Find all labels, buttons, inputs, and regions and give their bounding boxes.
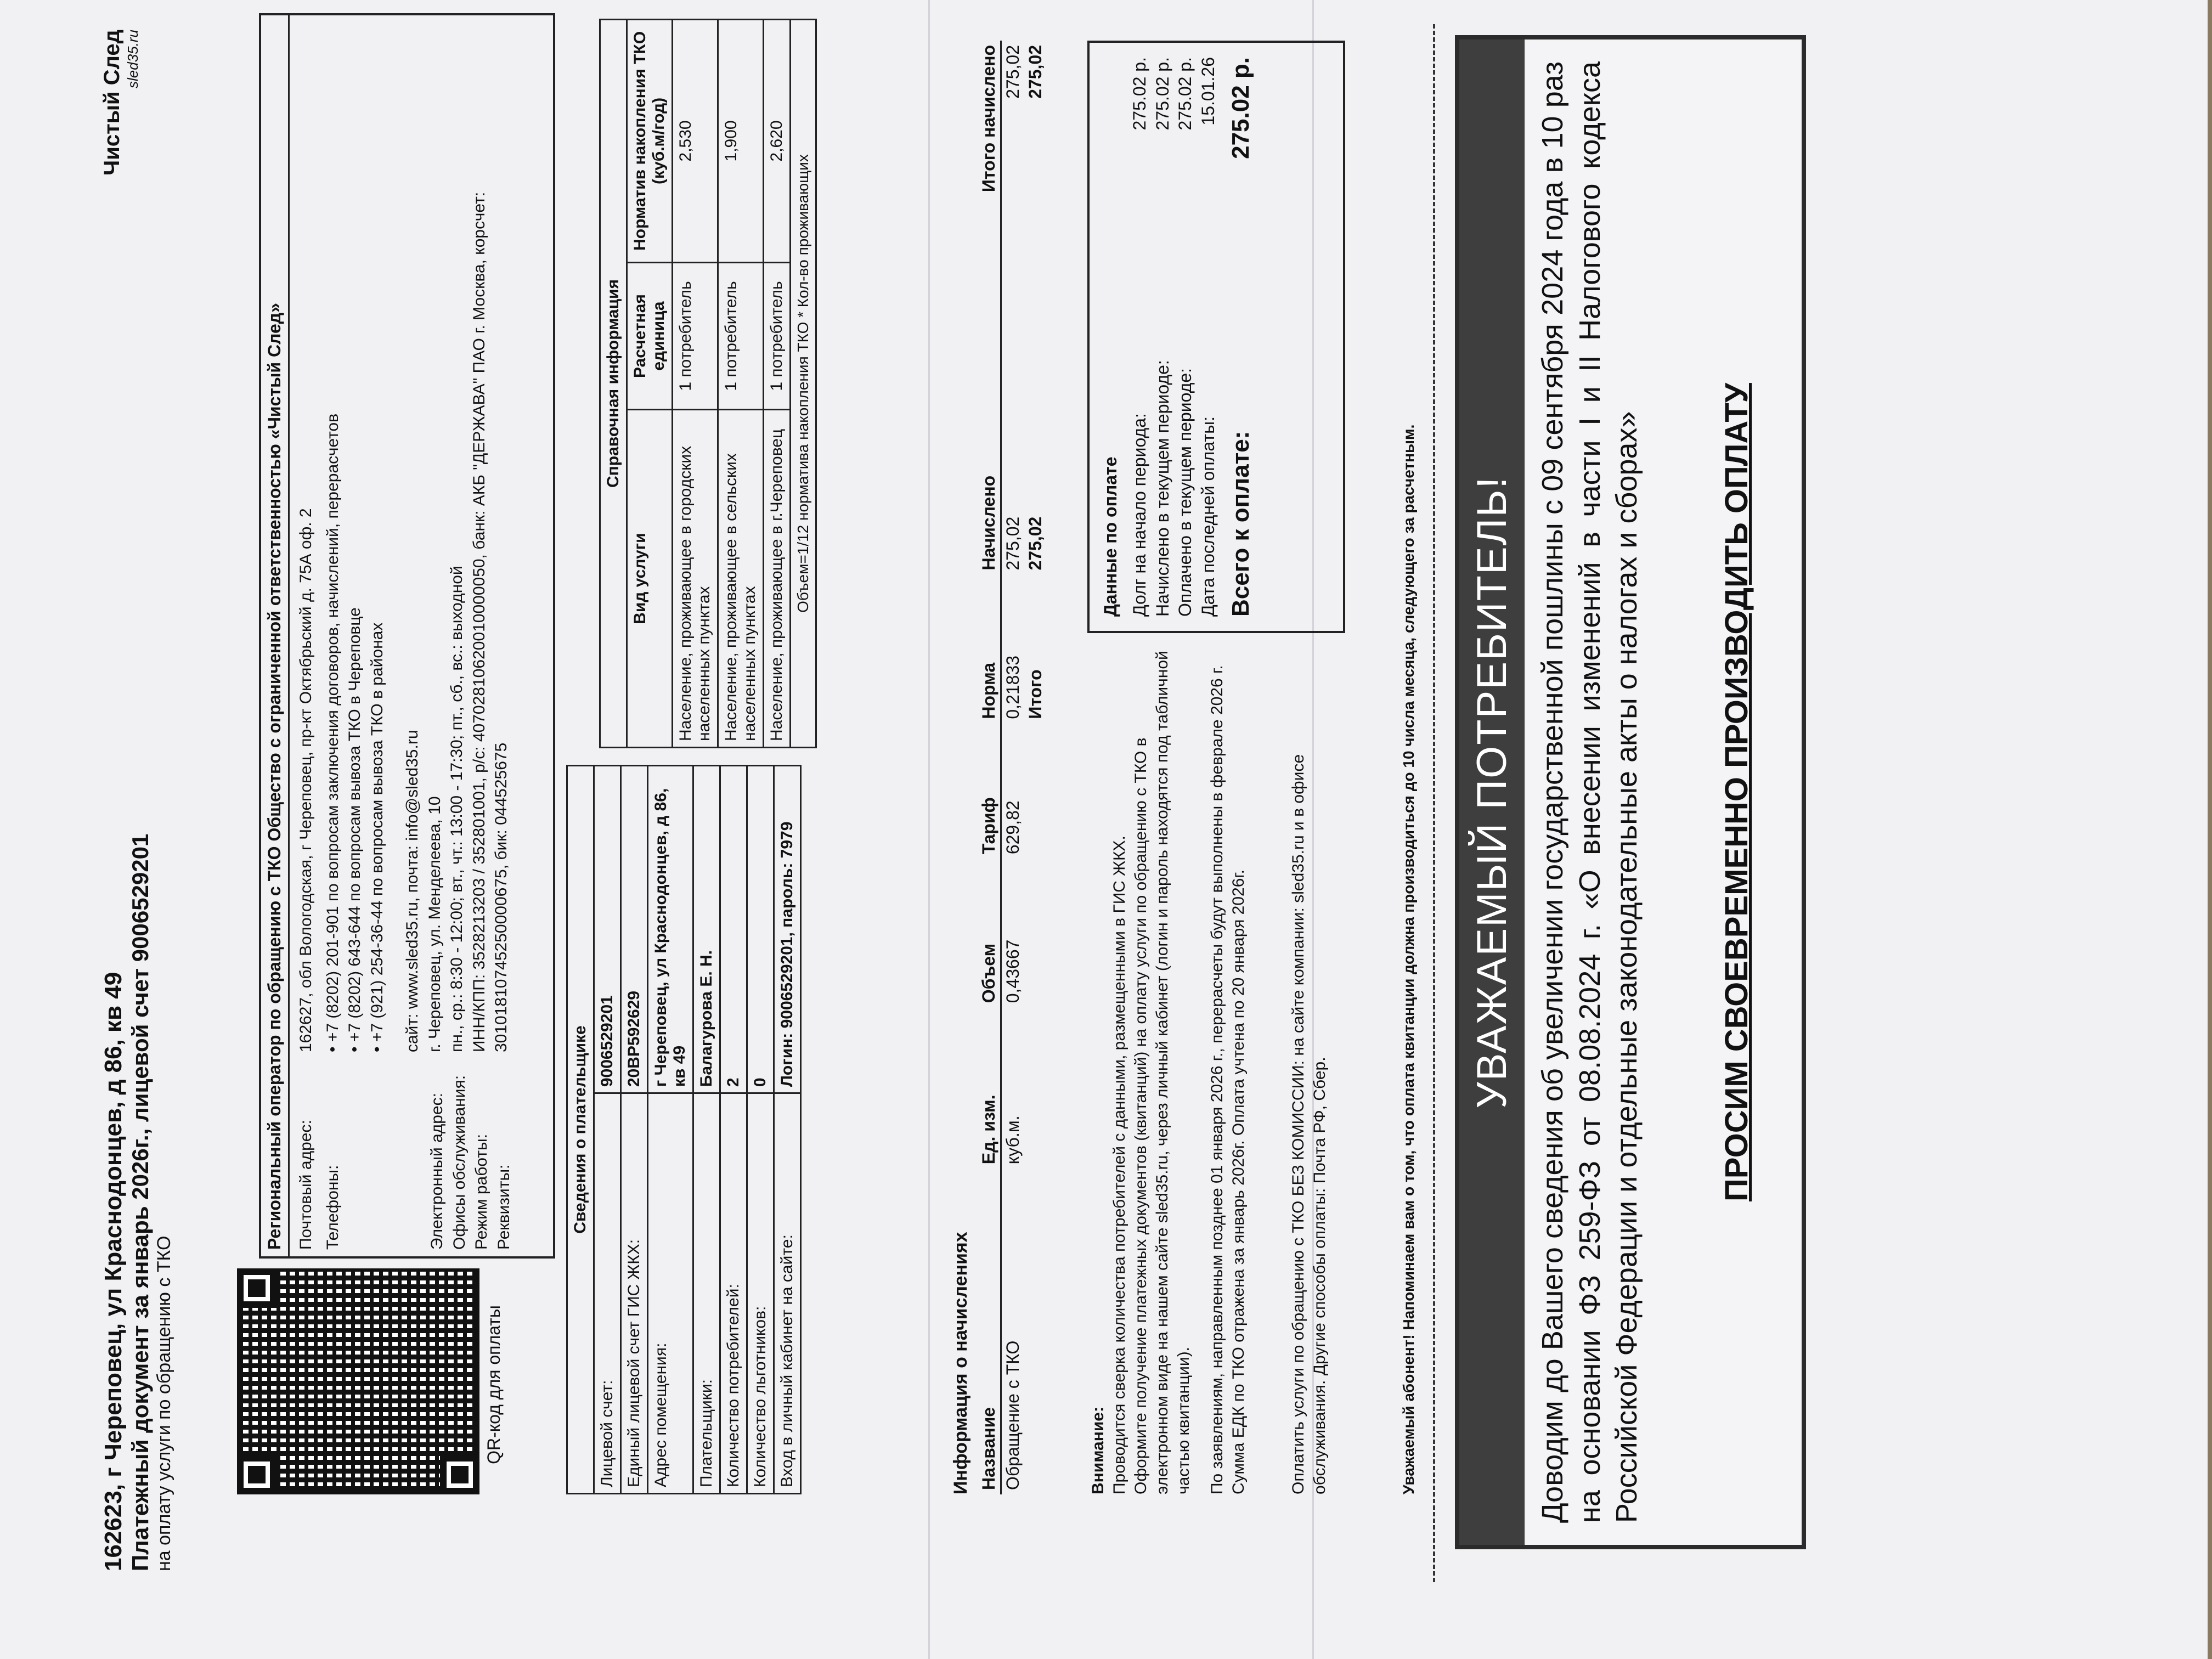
- notice-banner: УВАЖАЕМЫЙ ПОТРЕБИТЕЛЬ!: [1459, 40, 1525, 1545]
- paper-fold: [928, 0, 930, 1659]
- brand-block: [100, 30, 142, 178]
- operator-info-box: [259, 13, 555, 1259]
- qr-caption: QR-код для оплаты: [484, 1305, 504, 1464]
- table-row: Население, проживающее в городских населенных пунктах 1 потребитель 2,530: [673, 20, 718, 748]
- column-header: Ед. изм.: [978, 1007, 1001, 1169]
- cabinet-login[interactable]: Логин: 9006529201, пароль: 7979: [774, 766, 801, 1093]
- notice-body: Доводим до Вашего сведения об увеличении государственной пошлины с 09 сентября 2024 года в 10 раз на основании ФЗ 259-ФЗ от 08.08.2024 г. «О внесении изменений в части I и II Налогового кодекса Российской Федерации и отдельные законодательные акты о налогах и сборах»: [1536, 61, 1643, 1523]
- reference-footnote: Объем=1/12 норматива накопления ТКО * Кол-во проживающих: [791, 20, 816, 748]
- column-header: Объем: [978, 859, 1001, 1007]
- postal-address: 162627, обл Вологодская, г Череповец, пр-кт Октябрьский д. 75А оф. 2: [297, 508, 315, 1052]
- table-row: Количество потребителей: 2: [720, 766, 747, 1494]
- payment-row: Оплачено в текущем периоде: 275.02 р.: [1175, 57, 1195, 617]
- column-header: Начислено: [978, 362, 1001, 575]
- total-due-label: Всего к оплате:: [1227, 431, 1255, 617]
- column-header: Вид услуги: [627, 410, 673, 748]
- payment-row: Дата последней оплаты: 15.01.26: [1198, 57, 1218, 617]
- offices-label: Офисы обслуживания:: [450, 1075, 469, 1250]
- table-row: Единый лицевой счет ГИС ЖКХ: 20ВР592629: [621, 766, 648, 1494]
- total-due-amount: 275.02 р.: [1227, 57, 1255, 159]
- premises-address: г Череповец, ул Краснодонцев, д 86, кв 49: [648, 766, 693, 1093]
- brand-logo: Чистый След: [100, 30, 124, 176]
- account-number: 9006529201: [594, 766, 621, 1093]
- charges-title: Информация о начислениях: [950, 1232, 971, 1494]
- phone-item[interactable]: • +7 (8202) 643-644 по вопросам вывоза ТКО в Череповце: [346, 607, 364, 1052]
- header-subtitle: на оплату услуги по обращению с ТКО: [154, 1235, 174, 1571]
- operator-values: [295, 22, 515, 1052]
- payment-row: Долг на начало периода: 275.02 р.: [1130, 57, 1149, 617]
- totals-row: Итого 275,02 275,02: [1025, 45, 1045, 719]
- table-row: Население, проживающее в сельских населенных пунктах 1 потребитель 1,900: [718, 20, 764, 748]
- bank-requisites: ИНН/КПП: 3528213203 / 352801001, р/с: 40702810620010000050, банк: АКБ "ДЕРЖАВА" ПАО г. Москва, корсчет: 30101810745250000675, бик: 044525675: [470, 191, 510, 1052]
- gis-account: 20ВР592629: [621, 766, 648, 1093]
- table-row: Вход в личный кабинет на сайте: Логин: 9006529201, пароль: 7979: [774, 766, 801, 1494]
- operator-title: Региональный оператор по обращению с ТКО Общество с ограниченной ответственностью «Чистый След»: [261, 15, 290, 1256]
- column-header: Название: [978, 1169, 1001, 1494]
- header-title: Платежный документ за январь 2026г., лицевой счет 9006529201: [127, 833, 153, 1571]
- payer-title: Сведения о плательщике: [567, 766, 594, 1494]
- column-header: Расчетная единица: [627, 262, 673, 409]
- payer-info-table: [566, 765, 802, 1494]
- table-row: Плательщики: Балагурова Е. Н.: [693, 766, 720, 1494]
- beneficiaries-count: 0: [747, 766, 774, 1093]
- attention-title: Внимание:: [1089, 1407, 1107, 1494]
- phone-item[interactable]: • +7 (8202) 201-901 по вопросам заключения договоров, начислений, перерасчетов: [323, 413, 342, 1052]
- header-address: 162623, г Череповец, ул Краснодонцев, д 86, кв 49: [100, 972, 127, 1571]
- payer-name: Балагурова Е. Н.: [693, 766, 720, 1093]
- payment-title: Данные по оплате: [1101, 456, 1120, 617]
- cut-line: [1433, 24, 1435, 1582]
- reference-info-table: [599, 19, 817, 748]
- email-label: Электронный адрес:: [428, 1092, 446, 1250]
- consumers-count: 2: [720, 766, 747, 1093]
- working-hours: пн., ср.: 8:30 - 12:00; вт., чт.: 13:00 - 17:30; пт., сб., вс.: выходной: [448, 566, 466, 1052]
- column-header: Итого начислено: [978, 41, 1001, 362]
- attention-text: Оплатить услуги по обращению с ТКО БЕЗ КОМИССИИ: на сайте компании: sled35.ru и в офисе обслуживания. Другие способы оплаты: Почта РФ, Сбер.: [1289, 754, 1329, 1494]
- payment-reminder: Уважаемый абонент! Напоминаем вам о том, что оплата квитанции должна производиться до 10 числа месяца, следующего за расчетным.: [1400, 424, 1417, 1494]
- column-header: Норма: [978, 575, 1001, 724]
- office-address: г. Череповец, ул. Менделеева, 10: [425, 796, 444, 1052]
- attention-text: Проводится сверка количества потребителей с данными, размещенными в ГИС ЖКХ.: [1110, 836, 1128, 1494]
- postal-label: Почтовый адрес:: [297, 1120, 315, 1250]
- hours-label: Режим работы:: [472, 1133, 490, 1250]
- table-row: Лицевой счет: 9006529201: [594, 766, 621, 1494]
- charges-table: [978, 41, 1047, 1494]
- attention-text: Сумма ЕДК по ТКО отражена за январь 2026г. Оплата учтена по 20 января 2026г.: [1229, 869, 1248, 1494]
- document-header: [100, 419, 175, 1571]
- notice-footer: ПРОСИМ СВОЕВРЕМЕННО ПРОИЗВОДИТЬ ОПЛАТУ: [1719, 383, 1754, 1201]
- payment-data-box: [1087, 41, 1345, 633]
- phones-label: Телефоны:: [323, 1165, 342, 1250]
- table-row: Количество льготников: 0: [747, 766, 774, 1494]
- table-row: Адрес помещения: г Череповец, ул Краснодонцев, д 86, кв 49: [648, 766, 693, 1494]
- brand-site: sled35.ru: [125, 30, 141, 88]
- attention-text: По заявлениям, направленным позднее 01 января 2026 г., перерасчеты будут выполнены в феврале 2026 г.: [1208, 665, 1226, 1494]
- column-header: Тариф: [978, 724, 1001, 859]
- table-row: Население, проживающее в г.Череповец 1 потребитель 2,620: [764, 20, 791, 748]
- requisites-label: Реквизиты:: [494, 1164, 513, 1250]
- operator-labels: [295, 1052, 515, 1250]
- qr-finder: [440, 1455, 479, 1494]
- reference-title: Справочная информация: [600, 20, 627, 748]
- email-link[interactable]: сайт: www.sled35.ru, почта: info@sled35.ru: [403, 730, 421, 1052]
- table-row: Обращение с ТКО куб.м. 0,43667 629,82 0,21833 275,02 275,02: [1003, 45, 1023, 1490]
- qr-finder: [237, 1455, 276, 1494]
- phone-item[interactable]: • +7 (921) 254-36-44 по вопросам вывоза ТКО в районах: [368, 622, 386, 1052]
- attention-block: [1087, 644, 1330, 1494]
- column-header: Норматив накопления ТКО (куб.м/год): [627, 20, 673, 263]
- payment-qr-code[interactable]: [237, 1268, 479, 1494]
- qr-finder: [237, 1268, 276, 1308]
- payment-row: Начислено в текущем периоде: 275.02 р.: [1152, 57, 1172, 617]
- attention-text: Оформите получение платежных документов (квитанций) на оплату услуги по обращению с ТКО в электронном виде на нашем сайте sled35.ru, через личный кабинет (логин и пароль находятся под табличной частью квитанции).: [1132, 651, 1193, 1494]
- total-due-row: [1225, 57, 1256, 617]
